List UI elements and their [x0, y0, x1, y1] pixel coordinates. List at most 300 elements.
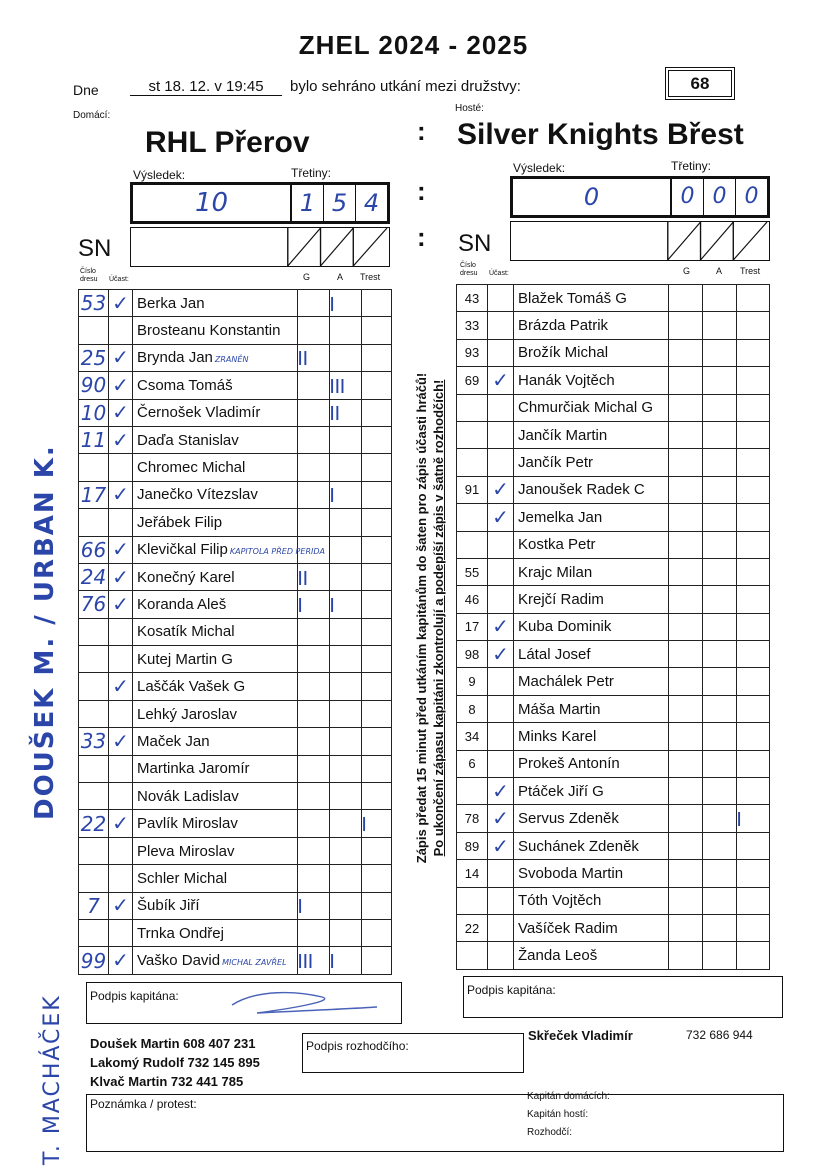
attendance-check — [488, 942, 514, 969]
player-name: Látal Josef — [514, 641, 669, 668]
attendance-check — [488, 421, 514, 448]
player-number: 17 — [79, 481, 109, 508]
away-player-row — [457, 312, 770, 339]
home-sn-box — [130, 227, 390, 267]
player-number: 76 — [79, 591, 109, 618]
attendance-check: ✓ — [488, 476, 514, 503]
away-sn-box — [510, 221, 770, 261]
player-number: 43 — [457, 285, 488, 312]
home-col-penalty: Trest — [360, 272, 381, 282]
away-player-row — [457, 695, 770, 722]
goals — [669, 312, 703, 339]
assists — [703, 750, 737, 777]
penalty — [737, 504, 770, 531]
home-player-row — [79, 591, 392, 618]
player-name: Klevičkal Filip KAPITOLA PŘED PERIDA — [133, 536, 298, 563]
assists — [703, 805, 737, 832]
player-name: Blažek Tomáš G — [514, 285, 669, 312]
home-player-row — [79, 399, 392, 426]
assists — [703, 558, 737, 585]
player-number — [79, 755, 109, 782]
away-player-row — [457, 558, 770, 585]
attendance-check — [488, 558, 514, 585]
player-name: Máša Martin — [514, 695, 669, 722]
player-number — [79, 317, 109, 344]
away-period-2: 0 — [704, 179, 736, 215]
goals — [669, 860, 703, 887]
penalty — [362, 591, 392, 618]
attendance-check: ✓ — [109, 426, 133, 453]
home-team-name: RHL Přerov — [145, 126, 310, 159]
away-col-number: Číslo dresu — [460, 262, 478, 277]
goals — [669, 832, 703, 859]
home-player-row — [79, 700, 392, 727]
goals — [298, 919, 330, 946]
away-player-row — [457, 641, 770, 668]
goals — [298, 481, 330, 508]
goals — [298, 810, 330, 837]
away-player-row — [457, 339, 770, 366]
player-number — [457, 421, 488, 448]
penalty — [362, 454, 392, 481]
player-number — [79, 919, 109, 946]
home-player-row — [79, 426, 392, 453]
home-period-3: 4 — [363, 189, 380, 217]
attendance-check — [109, 865, 133, 892]
assists — [703, 339, 737, 366]
penalty — [737, 695, 770, 722]
home-player-row — [79, 317, 392, 344]
player-number: 98 — [457, 641, 488, 668]
penalty — [362, 536, 392, 563]
away-player-row — [457, 805, 770, 832]
away-period-3: 0 — [744, 184, 759, 209]
player-name: Brožík Michal — [514, 339, 669, 366]
attendance-check: ✓ — [109, 563, 133, 590]
assists — [330, 919, 362, 946]
assists — [703, 914, 737, 941]
penalty — [362, 947, 392, 974]
player-name: Ptáček Jiří G — [514, 778, 669, 805]
player-number: 90 — [79, 372, 109, 399]
assists: ||| — [330, 372, 362, 399]
home-player-row — [79, 454, 392, 481]
penalty — [737, 832, 770, 859]
assists — [330, 509, 362, 536]
player-name: Novák Ladislav — [133, 783, 298, 810]
attendance-check — [109, 700, 133, 727]
attendance-check — [488, 887, 514, 914]
away-col-g: G — [683, 266, 691, 276]
penalty — [362, 344, 392, 371]
player-name: Svoboda Martin — [514, 860, 669, 887]
home-player-row — [79, 481, 392, 508]
away-captain-label: Kapitán hostí: — [527, 1109, 589, 1120]
assists — [703, 586, 737, 613]
home-col-number: Číslo dresu — [80, 268, 98, 283]
player-number: 46 — [457, 586, 488, 613]
away-player-row — [457, 942, 770, 969]
penalty — [362, 618, 392, 645]
away-player-row — [457, 887, 770, 914]
home-captain-label: Kapitán domácích: — [527, 1091, 610, 1102]
attendance-check: ✓ — [488, 613, 514, 640]
penalty — [737, 394, 770, 421]
home-result-box — [130, 182, 390, 224]
player-name: Suchánek Zdeněk — [514, 832, 669, 859]
attendance-check — [109, 755, 133, 782]
home-player-row — [79, 865, 392, 892]
away-sn-label: SN — [458, 230, 492, 257]
player-name: Machálek Petr — [514, 668, 669, 695]
player-number: 22 — [79, 810, 109, 837]
away-player-row — [457, 860, 770, 887]
attendance-check — [488, 312, 514, 339]
goals — [298, 426, 330, 453]
goals — [669, 449, 703, 476]
assists — [703, 723, 737, 750]
penalty — [362, 673, 392, 700]
assists: | — [330, 947, 362, 974]
goals — [669, 476, 703, 503]
player-name: Minks Karel — [514, 723, 669, 750]
player-name: Krejčí Radim — [514, 586, 669, 613]
player-number — [457, 531, 488, 558]
home-periods-label: Třetiny: — [291, 166, 332, 180]
penalty — [362, 728, 392, 755]
attendance-check — [488, 449, 514, 476]
penalty — [737, 367, 770, 394]
note-label: Poznámka / protest: — [90, 1097, 197, 1111]
assists — [703, 367, 737, 394]
goals: | — [298, 591, 330, 618]
player-name: Berka Jan — [133, 290, 298, 317]
attendance-check: ✓ — [488, 805, 514, 832]
assists — [703, 476, 737, 503]
goals — [298, 673, 330, 700]
match-number-box — [665, 67, 735, 100]
attendance-check: ✓ — [109, 947, 133, 974]
player-number: 69 — [457, 367, 488, 394]
goals — [298, 700, 330, 727]
player-name: Brynda Jan ZRANĚN — [133, 344, 298, 371]
handwritten-note: ZRANĚN — [214, 355, 249, 365]
player-number: 17 — [457, 613, 488, 640]
player-number — [79, 618, 109, 645]
player-number: 14 — [457, 860, 488, 887]
player-name: Kutej Martin G — [133, 646, 298, 673]
player-number: 55 — [457, 558, 488, 585]
penalty — [737, 778, 770, 805]
goals — [298, 865, 330, 892]
home-player-row — [79, 755, 392, 782]
player-number: 91 — [457, 476, 488, 503]
penalty — [362, 372, 392, 399]
assists — [330, 837, 362, 864]
goals — [298, 646, 330, 673]
penalty — [362, 755, 392, 782]
assists — [703, 832, 737, 859]
assists — [330, 673, 362, 700]
attendance-check: ✓ — [109, 344, 133, 371]
referee-label: Rozhodčí: — [527, 1127, 573, 1138]
away-captain-sign-box[interactable] — [463, 976, 783, 1018]
attendance-check: ✓ — [109, 536, 133, 563]
attendance-check: ✓ — [109, 399, 133, 426]
assists — [330, 755, 362, 782]
player-number — [79, 837, 109, 864]
player-name: Vaško David MICHAL ZAVŘEL — [133, 947, 298, 974]
away-player-row — [457, 285, 770, 312]
penalty — [362, 509, 392, 536]
player-name: Konečný Karel — [133, 563, 298, 590]
goals — [669, 914, 703, 941]
player-name: Brázda Patrik — [514, 312, 669, 339]
player-name: Brosteanu Konstantin — [133, 317, 298, 344]
goals — [298, 755, 330, 782]
home-player-row — [79, 290, 392, 317]
goals — [669, 421, 703, 448]
home-label: Domácí: — [73, 110, 111, 121]
player-number — [457, 887, 488, 914]
home-result: 10 — [194, 188, 229, 218]
player-number: 33 — [457, 312, 488, 339]
player-number: 89 — [457, 832, 488, 859]
attendance-check: ✓ — [109, 892, 133, 919]
penalty — [737, 860, 770, 887]
player-number: 66 — [79, 536, 109, 563]
away-player-row — [457, 750, 770, 777]
penalty — [737, 613, 770, 640]
assists: | — [330, 481, 362, 508]
player-name: Tóth Vojtěch — [514, 887, 669, 914]
assists — [330, 700, 362, 727]
away-player-row — [457, 586, 770, 613]
home-player-row — [79, 563, 392, 590]
goals — [669, 613, 703, 640]
penalty — [737, 531, 770, 558]
assists — [703, 312, 737, 339]
player-name: Schler Michal — [133, 865, 298, 892]
goals — [669, 558, 703, 585]
home-col-attendance: Účast: — [109, 276, 129, 283]
player-name: Hanák Vojtěch — [514, 367, 669, 394]
attendance-check: ✓ — [109, 728, 133, 755]
penalty — [737, 421, 770, 448]
player-name: Chmurčiak Michal G — [514, 394, 669, 421]
goals — [298, 837, 330, 864]
assists — [703, 942, 737, 969]
player-name: Krajc Milan — [514, 558, 669, 585]
attendance-check: ✓ — [109, 673, 133, 700]
away-result-label: Výsledek: — [513, 161, 566, 175]
player-name: Trnka Ondřej — [133, 919, 298, 946]
player-name: Jančík Petr — [514, 449, 669, 476]
attendance-check — [488, 531, 514, 558]
goals — [669, 339, 703, 366]
player-number — [457, 449, 488, 476]
contact-2: Lakomý Rudolf 732 145 895 — [90, 1055, 260, 1070]
home-period-2: 5 — [324, 185, 356, 221]
assists — [703, 778, 737, 805]
goals — [669, 586, 703, 613]
goals — [298, 783, 330, 810]
assists — [330, 536, 362, 563]
away-col-a: A — [716, 266, 723, 276]
goals — [298, 454, 330, 481]
goals — [669, 805, 703, 832]
player-number — [79, 646, 109, 673]
player-name: Jeřábek Filip — [133, 509, 298, 536]
penalty — [737, 558, 770, 585]
player-number: 7 — [79, 892, 109, 919]
assists — [703, 285, 737, 312]
away-player-row — [457, 449, 770, 476]
home-captain-signature — [227, 987, 387, 1019]
away-result: 0 — [583, 183, 600, 211]
notice-line-2: Po ukončení zápasu kapitáni zkontrolují a podepíší zápis v šatně rozhodčích! — [431, 379, 446, 856]
player-number: 9 — [457, 668, 488, 695]
player-name: Lehký Jaroslav — [133, 700, 298, 727]
away-periods-label: Třetiny: — [671, 159, 712, 173]
goals — [669, 504, 703, 531]
assists — [330, 728, 362, 755]
player-number — [79, 509, 109, 536]
away-player-row — [457, 394, 770, 421]
attendance-check — [109, 317, 133, 344]
home-col-a: A — [337, 272, 344, 282]
assists — [703, 668, 737, 695]
player-name: Koranda Aleš — [133, 591, 298, 618]
away-player-row — [457, 367, 770, 394]
penalty — [737, 476, 770, 503]
colon-team: : — [417, 116, 426, 146]
player-name: Maček Jan — [133, 728, 298, 755]
away-player-row — [457, 476, 770, 503]
goals — [669, 367, 703, 394]
player-number: 93 — [457, 339, 488, 366]
attendance-check: ✓ — [488, 778, 514, 805]
contact-right-name: Skřeček Vladimír — [528, 1028, 633, 1043]
goals — [669, 723, 703, 750]
goals — [669, 394, 703, 421]
player-name: Žanda Leoš — [514, 942, 669, 969]
home-player-row — [79, 344, 392, 371]
attendance-check: ✓ — [109, 372, 133, 399]
attendance-check — [488, 586, 514, 613]
date-value: st 18. 12. v 19:45 — [130, 78, 282, 96]
home-player-row — [79, 947, 392, 974]
penalty — [362, 646, 392, 673]
penalty — [362, 317, 392, 344]
assists — [703, 695, 737, 722]
home-player-row — [79, 509, 392, 536]
away-player-row — [457, 531, 770, 558]
penalty — [362, 563, 392, 590]
goals — [669, 641, 703, 668]
assists — [330, 426, 362, 453]
away-col-attendance: Účast: — [489, 270, 509, 277]
vertical-notice — [412, 325, 448, 910]
attendance-check: ✓ — [109, 810, 133, 837]
player-number: 25 — [79, 344, 109, 371]
penalty — [362, 865, 392, 892]
away-label: Hosté: — [455, 103, 484, 114]
attendance-check — [488, 394, 514, 421]
player-name: Servus Zdeněk — [514, 805, 669, 832]
player-number — [79, 673, 109, 700]
goals — [669, 668, 703, 695]
penalty — [362, 783, 392, 810]
away-col-penalty: Trest — [740, 266, 761, 276]
attendance-check — [109, 837, 133, 864]
home-sn-diagonals — [131, 228, 389, 266]
player-number: 8 — [457, 695, 488, 722]
attendance-check — [488, 668, 514, 695]
assists: | — [330, 290, 362, 317]
goals — [298, 399, 330, 426]
player-name: Pleva Miroslav — [133, 837, 298, 864]
player-name: Černošek Vladimír — [133, 399, 298, 426]
away-result-box — [510, 176, 770, 218]
home-player-row — [79, 646, 392, 673]
player-name: Pavlík Miroslav — [133, 810, 298, 837]
away-player-row — [457, 421, 770, 448]
page-title: ZHEL 2024 - 2025 — [298, 30, 529, 60]
assists — [330, 344, 362, 371]
goals — [298, 618, 330, 645]
referee-sign-box[interactable] — [302, 1033, 524, 1073]
attendance-check — [488, 695, 514, 722]
assists — [330, 646, 362, 673]
attendance-check: ✓ — [109, 481, 133, 508]
away-player-row — [457, 832, 770, 859]
player-number — [457, 942, 488, 969]
home-player-row — [79, 728, 392, 755]
home-col-g: G — [303, 272, 311, 282]
assists — [703, 394, 737, 421]
notes-box[interactable] — [86, 1091, 784, 1152]
assists — [330, 563, 362, 590]
player-name: Kuba Dominik — [514, 613, 669, 640]
assists — [703, 504, 737, 531]
goals — [298, 290, 330, 317]
player-number — [79, 700, 109, 727]
assists: || — [330, 399, 362, 426]
penalty — [362, 919, 392, 946]
assists — [330, 454, 362, 481]
attendance-check: ✓ — [488, 367, 514, 394]
goals — [298, 728, 330, 755]
assists — [330, 618, 362, 645]
home-player-row — [79, 618, 392, 645]
player-name: Prokeš Antonín — [514, 750, 669, 777]
player-number — [79, 454, 109, 481]
home-captain-sign-box[interactable] — [86, 982, 402, 1024]
home-player-row — [79, 837, 392, 864]
player-number: 11 — [79, 426, 109, 453]
away-roster-table — [456, 284, 770, 970]
penalty — [737, 339, 770, 366]
penalty: | — [362, 810, 392, 837]
assists — [703, 641, 737, 668]
home-player-row — [79, 892, 392, 919]
away-player-row — [457, 504, 770, 531]
away-team-name: Silver Knights Břest — [457, 118, 744, 151]
contact-3: Klvač Martin 732 441 785 — [90, 1074, 244, 1089]
player-number: 53 — [79, 290, 109, 317]
penalty — [737, 641, 770, 668]
